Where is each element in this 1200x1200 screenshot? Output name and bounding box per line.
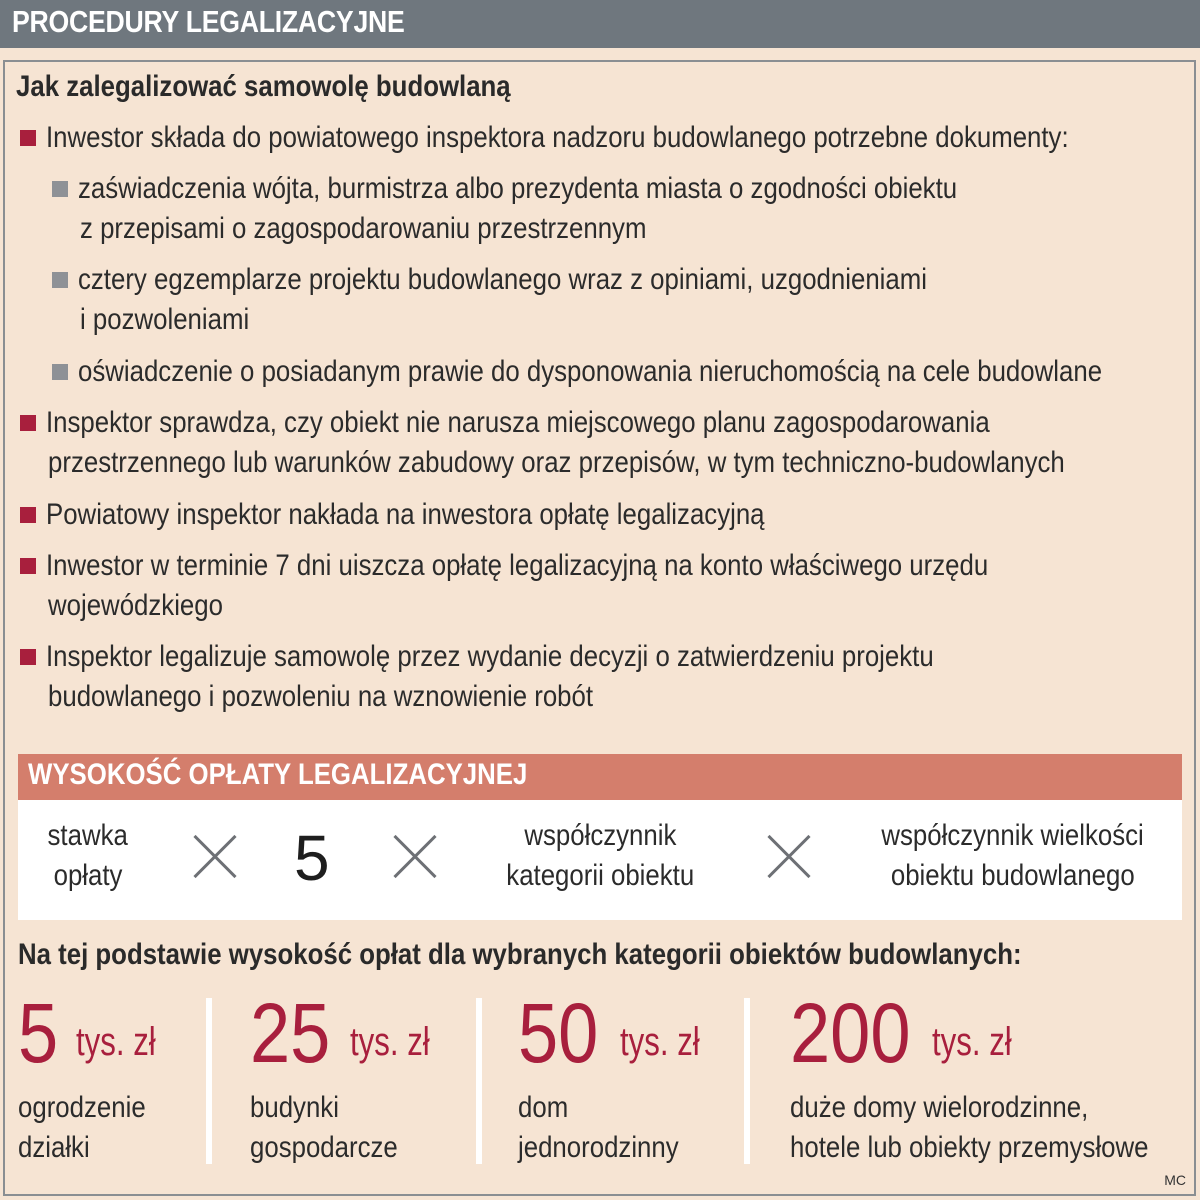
- red-bullet-icon: [20, 649, 36, 665]
- author-credit: MC: [1164, 1172, 1186, 1188]
- fee-category-coefficient: współczynnik kategorii obiektu: [506, 819, 694, 892]
- section-subtitle: Jak zalegalizować samowolę budowlaną: [16, 70, 511, 103]
- list-item-step-1: Inwestor składa do powiatowego inspektora nadzoru budowlanego potrzebne dokumenty:: [46, 121, 1069, 154]
- red-bullet-icon: [20, 130, 36, 146]
- list-item-document-1-cont: z przepisami o zagospodarowaniu przestrzennym: [80, 212, 647, 245]
- list-item-step-3: Powiatowy inspektor nakłada na inwestora opłatę legalizacyjną: [46, 498, 765, 531]
- list-item-document-3: oświadczenie o posiadanym prawie do dysponowania nieruchomością na cele budowlane: [78, 355, 1103, 388]
- gray-bullet-icon: [52, 181, 68, 197]
- amount-value-2: 25 tys. zł: [250, 986, 430, 1080]
- fee-multiplier: 5: [294, 822, 330, 894]
- fee-section-header: [18, 754, 1182, 800]
- amount-label-2: budynki gospodarcze: [250, 1091, 398, 1164]
- list-item-step-2: Inspektor sprawdza, czy obiekt nie narusza miejscowego planu zagospodarowania: [46, 406, 990, 439]
- multiply-icon: [392, 834, 438, 880]
- list-item-step-4-cont: wojewódzkiego: [48, 589, 223, 622]
- list-item-step-2-cont: przestrzennego lub warunków zabudowy oraz przepisów, w tym techniczno-budowlanych: [48, 446, 1065, 479]
- gray-bullet-icon: [52, 364, 68, 380]
- amount-value-1: 5 tys. zł: [18, 986, 156, 1080]
- column-divider: [476, 998, 482, 1164]
- list-item-step-5-cont: budowlanego i pozwoleniu na wznowienie robót: [48, 680, 594, 713]
- multiply-icon: [766, 834, 812, 880]
- page-title: PROCEDURY LEGALIZACYJNE: [12, 4, 405, 39]
- list-item-document-1: zaświadczenia wójta, burmistrza albo prezydenta miasta o zgodności obiektu: [78, 172, 958, 205]
- gray-bullet-icon: [52, 272, 68, 288]
- red-bullet-icon: [20, 507, 36, 523]
- amount-value-4: 200 tys. zł: [790, 986, 1012, 1080]
- list-item-document-2-cont: i pozwoleniami: [80, 303, 250, 336]
- page-header: [0, 0, 1200, 48]
- amount-value-3: 50 tys. zł: [518, 986, 700, 1080]
- red-bullet-icon: [20, 415, 36, 431]
- column-divider: [206, 998, 212, 1164]
- list-item-step-4: Inwestor w terminie 7 dni uiszcza opłatę legalizacyjną na konto właściwego urzędu: [46, 549, 989, 582]
- column-divider: [744, 998, 750, 1164]
- fee-rate-label: stawka opłaty: [47, 819, 129, 892]
- list-item-step-5: Inspektor legalizuje samowolę przez wydanie decyzji o zatwierdzeniu projektu: [46, 640, 934, 673]
- red-bullet-icon: [20, 558, 36, 574]
- amount-label-3: dom jednorodzinny: [518, 1091, 679, 1164]
- amount-label-1: ogrodzenie działki: [18, 1091, 146, 1164]
- multiply-icon: [192, 834, 238, 880]
- amount-label-4: duże domy wielorodzinne, hotele lub obiekty przemysłowe: [790, 1091, 1149, 1164]
- basis-text: Na tej podstawie wysokość opłat dla wybranych kategorii obiektów budowlanych:: [18, 938, 1022, 971]
- fee-size-coefficient: współczynnik wielkości obiektu budowlanego: [881, 819, 1145, 892]
- list-item-document-2: cztery egzemplarze projektu budowlanego wraz z opiniami, uzgodnieniami: [78, 263, 927, 296]
- fee-section-title: WYSOKOŚĆ OPŁATY LEGALIZACYJNEJ: [28, 758, 528, 791]
